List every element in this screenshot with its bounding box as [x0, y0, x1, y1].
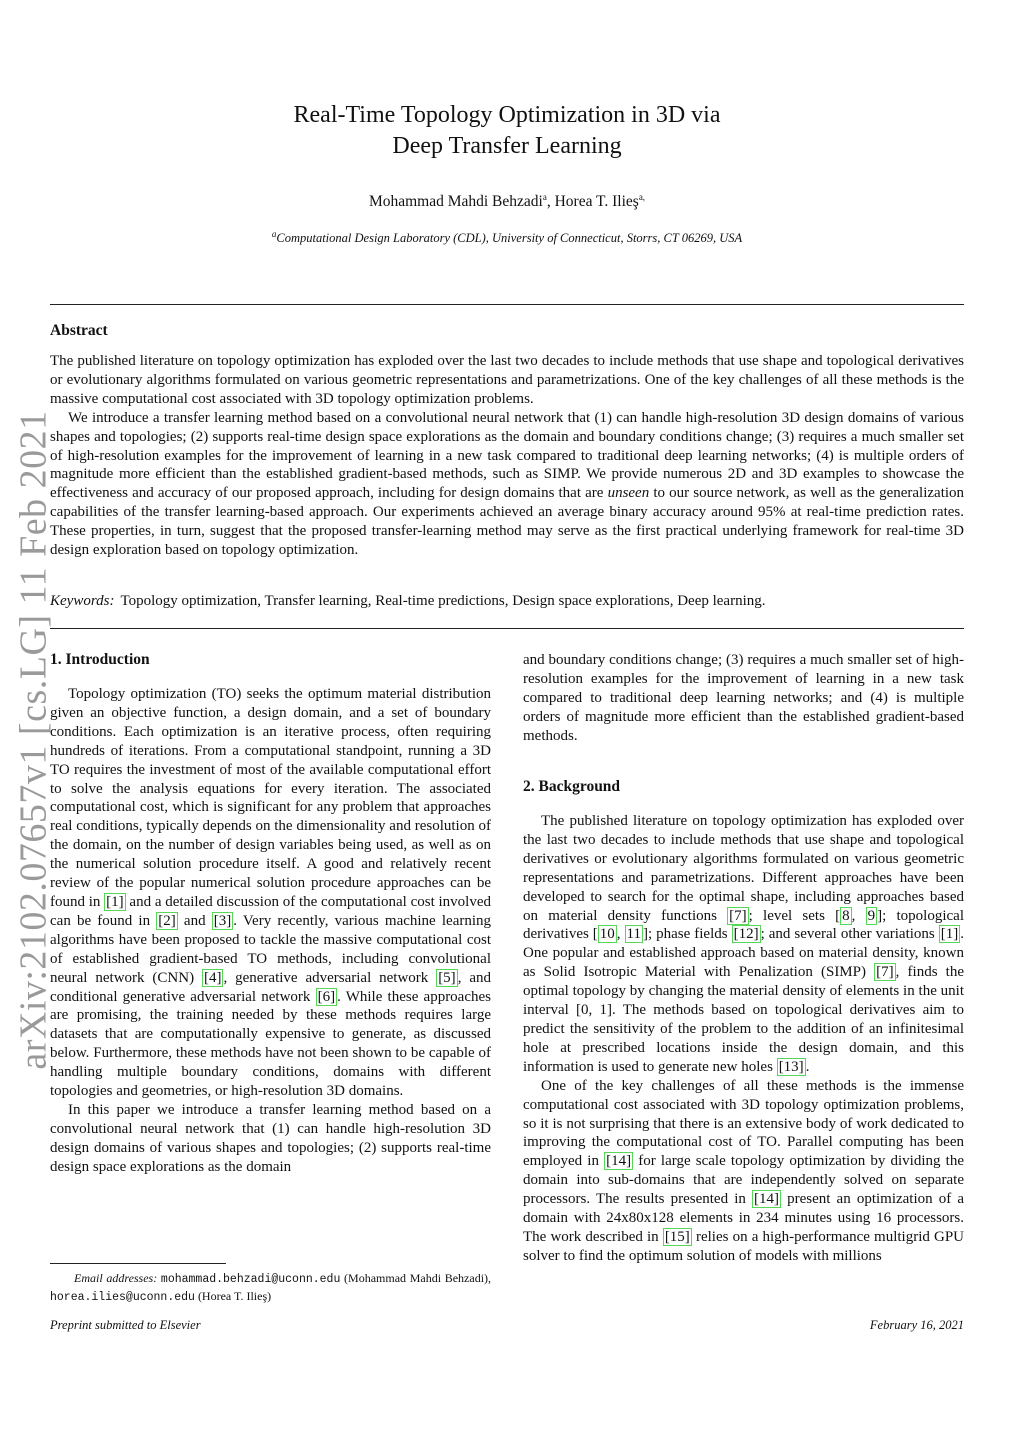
footnote-label: Email addresses: [74, 1271, 158, 1285]
bracket: [ [835, 907, 841, 924]
citation-link[interactable]: [4] [203, 969, 222, 986]
text-span: One of the key challenges of all these methods is the immense computational cost associated with 3D topology optimization problems, so it is not surprising that there is an extensive body of work dedicated to improving the computational cost of TO. Parallel computing has been employed in [523, 1077, 964, 1170]
citation-link[interactable]: [6] [317, 988, 336, 1005]
citation-link[interactable]: [7] [876, 964, 894, 981]
intro-paragraph-1 [50, 685, 491, 1101]
text-span: relies on a high-performance multigrid GPU solver to find the optimum solution of models with millions [523, 1228, 965, 1264]
keywords-text: Topology optimization, Transfer learning, Real-time predictions, Design space explorations, Deep learning. [120, 593, 766, 609]
background-paragraph-2 [523, 1077, 964, 1266]
abstract-p2-part-a: We introduce a transfer learning method based on a convolutional neural network that (1) can handle high-resolution 3D design domains of various shapes and topologies; (2) supports real-time design space explorations as the domain and boundary conditions change; (3) requires a much smaller set of high-resolution examples for the improvement of learning in a new task compared to traditional deep learning networks; (4) is multiple orders of magnitude more efficient than the established gradient-based methods, such as SIMP. We provide numerous 2D and 3D examples to showcase the effectiveness and accuracy of our proposed approach, including for design domains that are [50, 409, 964, 502]
affiliation-text: Computational Design Laboratory (CDL), University of Connecticut, Storrs, CT 06269, USA [276, 231, 743, 246]
footnote-rule [50, 1263, 226, 1264]
left-column [50, 685, 491, 1177]
right-column [523, 812, 964, 1266]
abstract-heading: Abstract [50, 322, 108, 339]
citation-link[interactable]: 8 [842, 907, 850, 924]
text-span: and a detailed discussion of the computational cost involved can be found in [50, 893, 492, 929]
citation-link[interactable]: [15] [664, 1228, 690, 1245]
citation-link[interactable]: [7] [729, 907, 747, 924]
citation-link[interactable]: 11 [626, 926, 641, 943]
intro-paragraph-2-continued: and boundary conditions change; (3) requires a much smaller set of high-resolution examples for the improvement of learning in a new task compared to traditional deep learning networks; and (4) is multiple orders of magnitude more efficient than the established gradient-based methods. [523, 652, 964, 744]
footnote-name-2: (Horea T. Ilieş) [197, 1289, 272, 1303]
bottom-rule [50, 628, 964, 629]
text-span: . One popular and established approach based on material density, known as Solid Isotropic Material with Penalization (SIMP) [523, 926, 965, 981]
keywords-label: Keywords: [50, 593, 115, 609]
author-2-affil: a, [638, 192, 646, 202]
title-line-1: Real-Time Topology Optimization in 3D via [293, 102, 721, 128]
footnote-name-1: (Mohammad Mahdi Behzadi), [344, 1271, 492, 1285]
text-span: ; topological derivatives [523, 907, 964, 943]
text-span: ; phase fields [647, 926, 728, 943]
text-span: . [805, 1058, 810, 1075]
arxiv-stamp-text: arXiv:2102.07657v1 [cs.LG] 11 Feb 2021 [13, 410, 56, 1070]
affiliation-mark: a [271, 229, 277, 239]
bracket: [ [592, 926, 598, 943]
bracket: ] [877, 907, 883, 924]
abstract-paragraph-1: The published literature on topology optimization has exploded over the last two decades to include methods that use shape and topological derivatives or evolutionary algorithms formulated on various geometric representations and parametrizations. One of the key challenges of all these methods is the massive computational cost associated with 3D topology optimization problems. [50, 353, 964, 407]
paper-title [150, 100, 864, 162]
text-span: present an optimization of a domain with 24x80x128 elements in 234 minutes using 16 processors. The work described in [523, 1191, 965, 1245]
text-span: , generative adversarial network [223, 969, 429, 986]
abstract-p2-part-b: to our source network, as well as the generalization capabilities of the transfer learning-based approach. Our experiments achieved an average binary accuracy around 95% at real-time prediction rates. These properties, in turn, suggest that the proposed transfer-learning method may serve as the first practical underlying framework for real-time 3D design exploration based on topology optimization. [50, 485, 965, 559]
citation-link[interactable]: [2] [158, 912, 176, 929]
affiliation [150, 229, 864, 246]
text-span: , and conditional generative adversarial network [50, 969, 491, 1005]
right-column-top [523, 651, 964, 746]
citation-link[interactable]: 9 [867, 907, 876, 924]
text-span: The published literature on topology optimization has exploded over the last two decades to include methods that use shape and topological derivatives or evolutionary algorithms formulated on various geometric representations and parametrizations. Different approaches have been developed to search for the optimal shape, including approaches based on material density functions [523, 813, 964, 924]
text-span: ; and several other variations [760, 926, 935, 943]
text-span: ; level sets [748, 907, 825, 924]
abstract-paragraph-2 [50, 409, 964, 560]
separator: , [851, 907, 856, 924]
keywords [50, 593, 964, 610]
top-rule [50, 304, 964, 305]
text-span: and [183, 912, 206, 929]
citation-link[interactable]: [14] [606, 1153, 632, 1170]
citation-link[interactable]: [13] [778, 1058, 804, 1075]
author-list [150, 192, 864, 211]
author-2: Horea T. Ilieş [554, 193, 639, 211]
text-span: . Very recently, various machine learning algorithms have been proposed to tackle the massive computational cost of established gradient-based TO methods, including convolutional neural network (CNN) [50, 912, 492, 986]
background-paragraph-1 [523, 812, 964, 1077]
citation-link[interactable]: [5] [438, 969, 456, 986]
text-span: . While these approaches are promising, the training needed by these methods requires large datasets that are computationally expensive to generate, as discussed below. Furthermore, these methods have not been shown to be capable of handling multiple boundary conditions, domains with different topologies and geometries, or high-resolution 3D domains. [50, 988, 491, 1100]
citation-link[interactable]: [12] [733, 926, 759, 943]
text-span: , finds the optimal topology by changing the material density of elements in the unit interval [0, 1]. The methods based on topological derivatives aim to predict the sensitivity of the problem to the addition of an infinitesimal hole at prescribed locations inside the design domain, and this information is used to generate new holes [523, 964, 965, 1075]
email-1[interactable]: mohammad.behzadi@uconn.edu [160, 1273, 341, 1286]
citation-link[interactable]: [1] [106, 893, 124, 910]
text-span: for large scale topology optimization by dividing the domain into sub-domains that are independently solved on separate processors. The results presented in [523, 1153, 964, 1208]
footer-right: February 16, 2021 [869, 1318, 964, 1332]
bracket: ] [642, 926, 648, 943]
intro-heading: 1. Introduction [50, 651, 150, 668]
author-1-affil: a [542, 192, 547, 202]
abstract-emphasis: unseen [607, 485, 650, 502]
citation-link[interactable]: 10 [599, 926, 615, 943]
email-2[interactable]: horea.ilies@uconn.edu [50, 1291, 195, 1304]
citation-link[interactable]: [14] [754, 1191, 779, 1208]
citation-link[interactable]: [3] [213, 912, 232, 929]
separator: , [616, 926, 621, 943]
intro-paragraph-2: In this paper we introduce a transfer learning method based on a convolutional neural network that (1) can handle high-resolution 3D design domains of various shapes and topologies; (2) supports real-time design space explorations as the domain [50, 1101, 491, 1175]
abstract-body [50, 352, 964, 560]
footer-left: Preprint submitted to Elsevier [50, 1318, 201, 1332]
author-1: Mohammad Mahdi Behzadi [368, 193, 543, 211]
title-line-2: Deep Transfer Learning [392, 133, 622, 159]
text-span: Topology optimization (TO) seeks the optimum material distribution given an objective function, a design domain, and a set of boundary conditions. Each optimization is an iterative process, often requiring hundreds of iterations. From a computational standpoint, running a 3D TO requires the investment of most of the available computational effort to solve the analysis equations for every iteration. The associated computational cost, which is significant for any problem that approaches real conditions, typically depends on the dimensionality and resolution of the domain, on the number of design variables being used, as well as on the numerical solution procedure itself. A good and relatively recent review of the popular numerical solution procedure approaches can be found in [50, 686, 491, 910]
author-sep: , [546, 193, 555, 211]
citation-link[interactable]: [1] [940, 926, 959, 943]
background-heading: 2. Background [523, 778, 621, 795]
footnote [50, 1270, 491, 1306]
